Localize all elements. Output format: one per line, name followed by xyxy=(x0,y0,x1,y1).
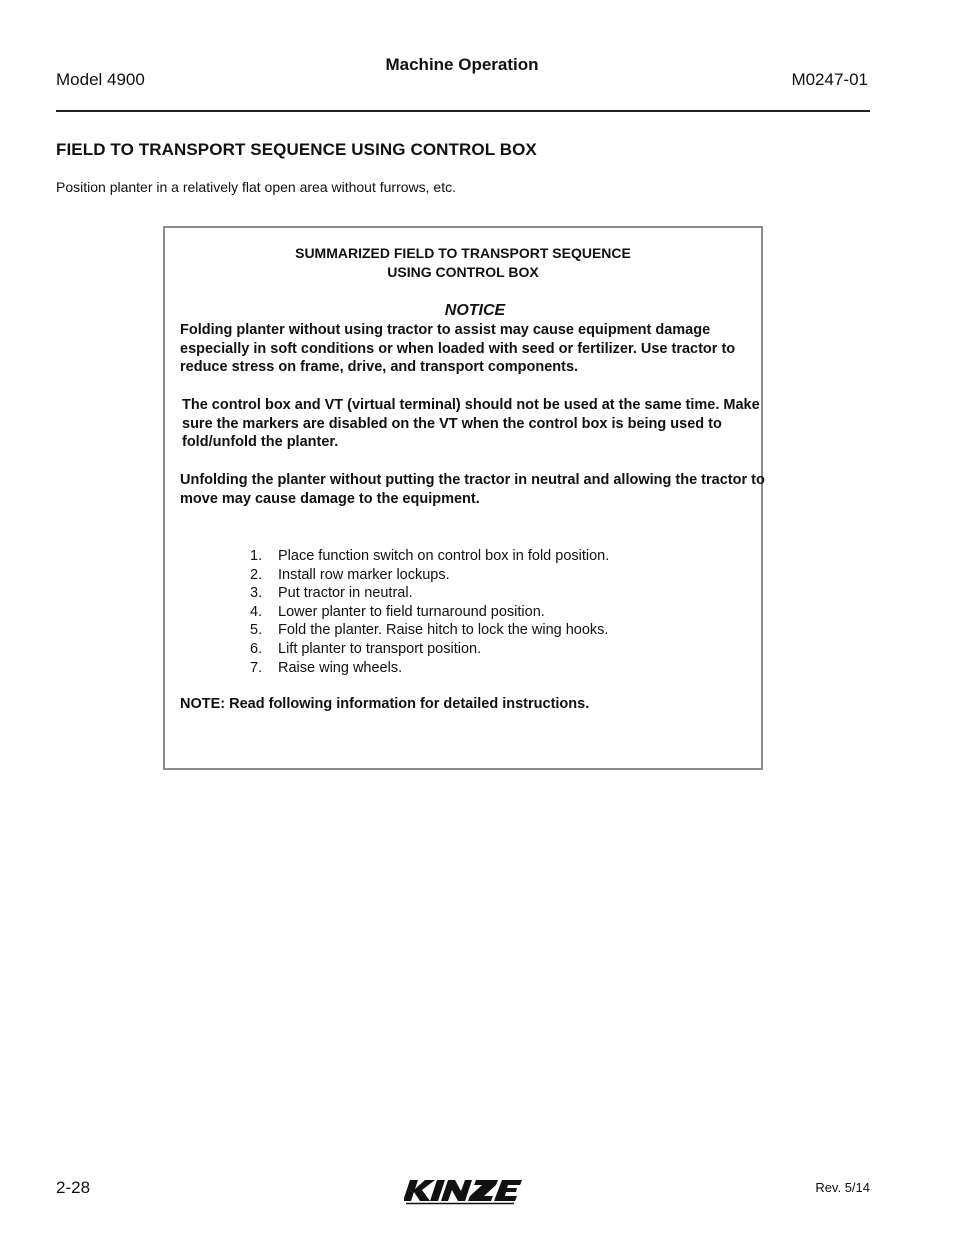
step-number: 4. xyxy=(250,603,263,620)
step-text: Lift planter to transport position. xyxy=(278,640,482,657)
notice-label: NOTICE xyxy=(444,302,506,319)
section-title: FIELD TO TRANSPORT SEQUENCE USING CONTROL BOX xyxy=(56,140,537,159)
step-number: 2. xyxy=(250,566,263,583)
list-item xyxy=(250,566,609,585)
notice-paragraph: The control box and VT (virtual terminal) should not be used at the same time. Make sure the markers are disabled on the VT when the control box is being used to fold/unfold the planter. xyxy=(182,397,760,450)
summary-box-title-line1: SUMMARIZED FIELD TO TRANSPORT SEQUENCE xyxy=(295,245,631,261)
summary-box-title-line2: USING CONTROL BOX xyxy=(387,264,539,280)
list-item xyxy=(250,621,609,640)
step-text: Put tractor in neutral. xyxy=(278,585,413,602)
revision-date: Rev. 5/14 xyxy=(815,1180,870,1195)
list-item xyxy=(250,659,609,678)
notice-paragraph: Folding planter without using tractor to assist may cause equipment damage especially in soft conditions or when loaded with seed or fertilizer. Use tractor to reduce stress on frame, drive, and transport components. xyxy=(180,322,736,375)
intro-paragraph: Position planter in a relatively flat open area without furrows, etc. xyxy=(56,179,456,195)
step-number: 6. xyxy=(250,640,263,657)
header-document-number: M0247-01 xyxy=(791,70,868,89)
step-text: Install row marker lockups. xyxy=(278,566,450,583)
kinze-logo xyxy=(404,1176,524,1206)
steps-list xyxy=(250,547,609,677)
header-divider xyxy=(56,110,870,112)
step-number: 1. xyxy=(250,548,263,564)
list-item xyxy=(250,547,609,566)
header-model: Model 4900 xyxy=(56,70,145,89)
header-section-title: Machine Operation xyxy=(385,55,539,74)
step-number: 5. xyxy=(250,622,263,639)
list-item xyxy=(250,603,609,622)
page-number: 2-28 xyxy=(56,1178,91,1197)
notice-paragraph: Unfolding the planter without putting the tractor in neutral and allowing the tractor to move may cause damage to the equipment. xyxy=(180,472,765,507)
step-text: Place function switch on control box in fold position. xyxy=(278,548,610,564)
step-number: 3. xyxy=(250,585,263,602)
list-item xyxy=(250,584,609,603)
instructions-note: NOTE: Read following information for detailed instructions. xyxy=(180,696,590,712)
kinze-logo-icon xyxy=(404,1176,524,1206)
step-number: 7. xyxy=(250,659,263,676)
list-item xyxy=(250,640,609,659)
step-text: Fold the planter. Raise hitch to lock the wing hooks. xyxy=(278,622,609,639)
step-text: Lower planter to field turnaround position. xyxy=(278,603,545,620)
summary-box xyxy=(163,226,763,770)
step-text: Raise wing wheels. xyxy=(278,659,403,676)
